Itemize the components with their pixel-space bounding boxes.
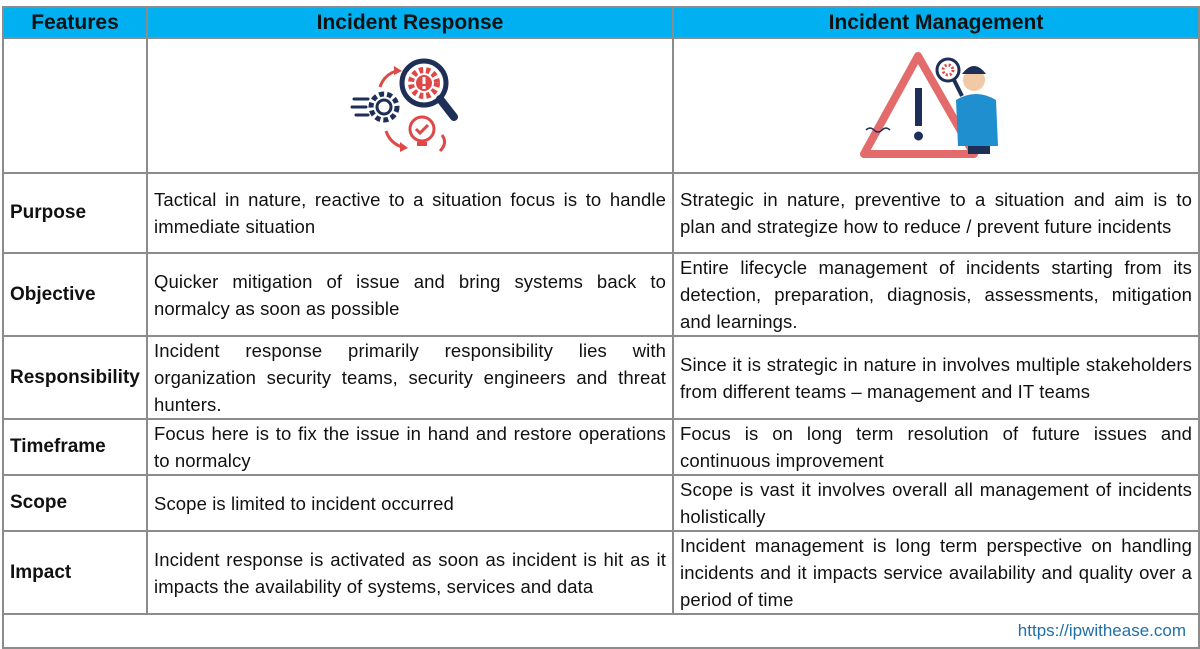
response-cell: Incident response is activated as soon as incident is hit as it impacts the availability of systems, services and data	[147, 531, 673, 614]
table-row	[3, 475, 1199, 531]
incident-management-icon-cell	[673, 38, 1199, 173]
header-incident-response: Incident Response	[147, 7, 673, 38]
response-cell: Scope is limited to incident occurred	[147, 475, 673, 531]
table-row	[3, 336, 1199, 419]
icon-row	[3, 38, 1199, 173]
header-features: Features	[3, 7, 147, 38]
incident-response-icon-cell	[147, 38, 673, 173]
feature-label: Timeframe	[3, 419, 147, 475]
management-cell: Since it is strategic in nature in involves multiple stakeholders from different teams – management and IT teams	[673, 336, 1199, 419]
management-cell: Strategic in nature, preventive to a situation and aim is to plan and strategize how to reduce / prevent future incidents	[673, 173, 1199, 253]
header-incident-management: Incident Management	[673, 7, 1199, 38]
management-cell: Scope is vast it involves overall all management of incidents holistically	[673, 475, 1199, 531]
response-cell: Focus here is to fix the issue in hand and restore operations to normalcy	[147, 419, 673, 475]
table-row	[3, 531, 1199, 614]
response-cell: Quicker mitigation of issue and bring systems back to normalcy as soon as possible	[147, 253, 673, 336]
incident-response-gear-magnifier-icon	[350, 51, 470, 161]
comparison-table	[2, 6, 1200, 649]
header-row	[3, 7, 1199, 38]
table-row	[3, 253, 1199, 336]
incident-management-warning-person-icon	[856, 48, 1016, 163]
response-cell: Incident response primarily responsibility lies with organization security teams, security engineers and threat hunters.	[147, 336, 673, 419]
icon-row-empty-cell	[3, 38, 147, 173]
response-cell: Tactical in nature, reactive to a situation focus is to handle immediate situation	[147, 173, 673, 253]
management-cell: Entire lifecycle management of incidents starting from its detection, preparation, diagnosis, assessments, mitigation and learnings.	[673, 253, 1199, 336]
footer-row	[3, 614, 1199, 648]
footer-link[interactable]: https://ipwithease.com	[3, 614, 1199, 648]
feature-label: Objective	[3, 253, 147, 336]
feature-label: Responsibility	[3, 336, 147, 419]
feature-label: Purpose	[3, 173, 147, 253]
management-cell: Focus is on long term resolution of future issues and continuous improvement	[673, 419, 1199, 475]
management-cell: Incident management is long term perspective on handling incidents and it impacts service availability and quality over a period of time	[673, 531, 1199, 614]
table-row	[3, 173, 1199, 253]
feature-label: Scope	[3, 475, 147, 531]
feature-label: Impact	[3, 531, 147, 614]
table-row	[3, 419, 1199, 475]
